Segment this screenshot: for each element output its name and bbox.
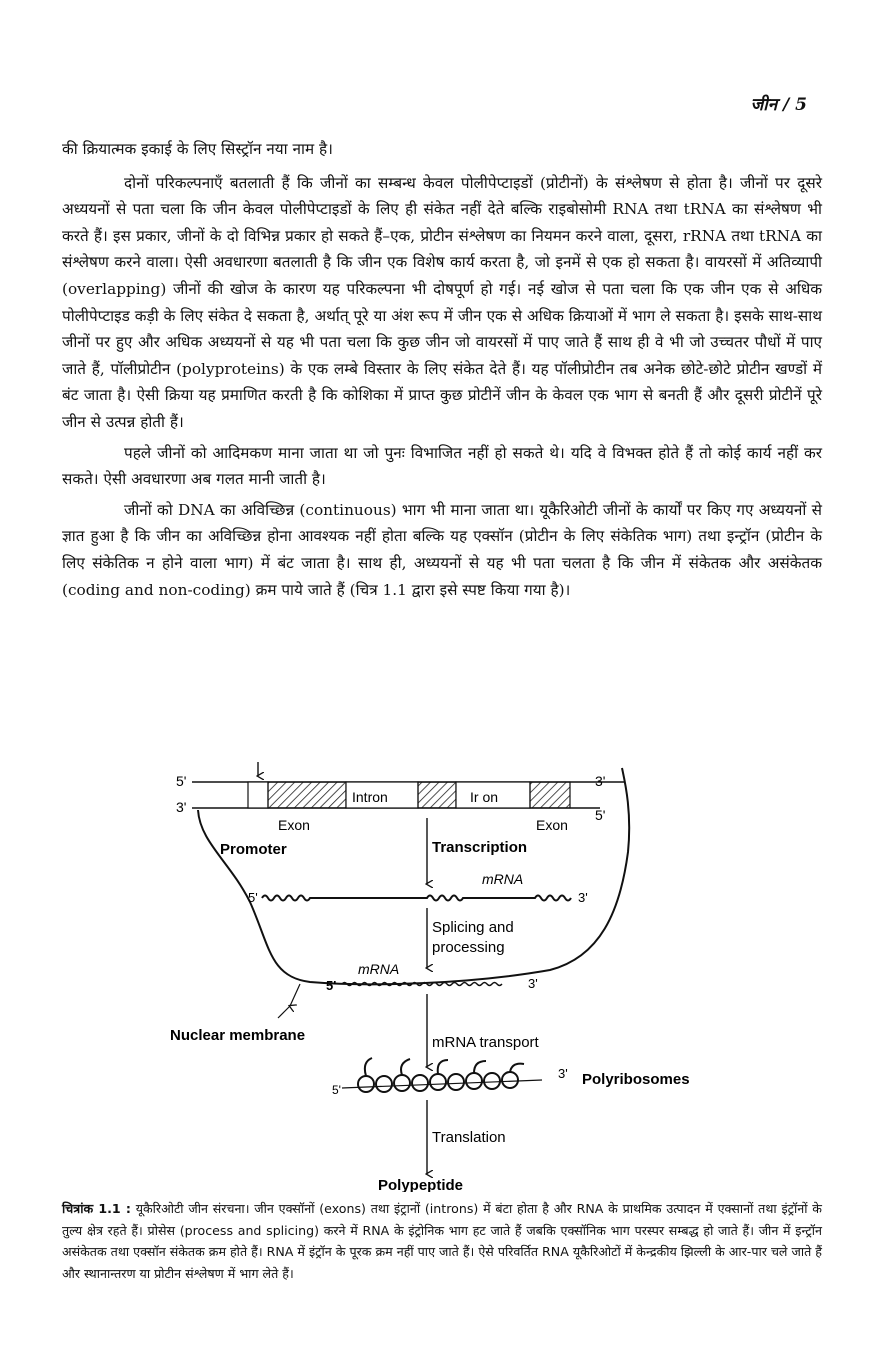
caption-label: चित्रांक 1.1 : — [62, 1201, 131, 1216]
body-text — [62, 136, 822, 603]
running-header: जीन / 5 — [750, 95, 807, 115]
exon-block — [530, 782, 570, 808]
transcription-label: Transcription — [432, 839, 528, 856]
exon-label: Exon — [536, 817, 568, 833]
mrna-label: mRNA — [482, 871, 524, 887]
gene-structure-figure — [170, 762, 730, 1192]
intron-label: Ir on — [470, 789, 499, 805]
splicing-label: Splicing and — [432, 919, 514, 936]
strand-end-label: 3' — [558, 1066, 568, 1081]
strand-end-label: 5' — [248, 890, 258, 905]
polyribosomes-label: Polyribosomes — [582, 1071, 690, 1088]
primary-transcript — [262, 896, 571, 901]
exon-label: Exon — [278, 817, 310, 833]
strand-end-label: 3' — [528, 976, 538, 991]
intron-label: Intron — [352, 789, 388, 805]
exon-block — [268, 782, 346, 808]
figure-caption — [62, 1198, 822, 1284]
strand-end-label: 3' — [578, 890, 588, 905]
promoter-label: Promoter — [220, 841, 287, 858]
polypeptide-label: Polypeptide — [378, 1177, 464, 1192]
caption-text: यूकैरिओटी जीन संरचना। जीन एक्सॉनों (exons) तथा इंट्रानों (introns) में बंटा होता है और RNA के प्राथमिक उत्पादन में एक्सानों तथा इंट्रॉनों के तुल्य क्षेत्र रहते हैं। प्रोसेस (process and splicing) करने में RNA के इंट्रोनिक भाग हट जाते हैं जबकि एक्सॉनिक भाग परस्पर सम्बद्ध हो जाते हैं। जीन में इन्ट्रॉन असंकेतक तथा एक्सॉन संकेतक क्रम होते हैं। RNA में इंट्रॉन के पूरक क्रम नहीं पाए जाते हैं। ऐसे परिवर्तित RNA यूकैरिओटों में केन्द्रकीय झिल्ली के आर-पार चले जाते हैं और स्थानान्तरण या प्रोटीन संश्लेषण में भाग लेते हैं। — [62, 1201, 822, 1281]
strand-end-label: 5' — [176, 773, 187, 789]
processing-label: processing — [432, 939, 505, 956]
mrna-transport-label: mRNA transport — [432, 1034, 539, 1051]
paragraph: की क्रियात्मक इकाई के लिए सिस्ट्रॉन नया नाम है। — [62, 140, 333, 158]
mrna-label: mRNA — [358, 961, 400, 977]
strand-end-label: 5' — [595, 807, 606, 823]
strand-end-label: 5' — [332, 1083, 341, 1097]
exon-block — [418, 782, 456, 808]
strand-end-label: 5' — [326, 978, 337, 993]
paragraph: दोनों परिकल्पनाएँ बतलाती हैं कि जीनों का सम्बन्ध केवल पोलीपेप्टाइडों (प्रोटीनों) के संश्लेषण से होता है। जीनों पर दूसरे अध्ययनों से पता चला कि जीन केवल पोलीपेप्टाइडों के लिए ही संकेत नहीं देते बल्कि राइबोसोमी RNA तथा tRNA का संश्लेषण भी करते हैं। इस प्रकार, जीनों के दो विभिन्न प्रकार हो सकते हैं–एक, प्रोटीन संश्लेषण का नियमन करने वाला, दूसरा, rRNA तथा tRNA का संश्लेषण करने वाला। ऐसी अवधारणा बतलाती है कि जीन एक विशेष कार्य करता है, जो इनमें से एक हो सकता है। वायरसों में अतिव्यापी (overlapping) जीनों की खोज के कारण यह परिकल्पना भी दोषपूर्ण हो गई। नई खोज से पता चला कि एक जीन एक से अधिक पोलीपेप्टाइड कड़ी के लिए संकेत दे सकता है, अर्थात् पूरे या अंश रूप में जीन एक से अधिक क्रियाओं में भाग ले सकता है। इसके साथ-साथ जीनों पर हुए और अधिक अध्ययनों से यह भी पता चला कि कुछ जीन जो वायरसों में पाए जाते हैं साथ ही वे भी जो उच्चतर पौधों में पाए जाते हैं, पॉलीप्रोटीन (polyproteins) के एक लम्बे विस्तार के लिए संकेत देते हैं। यह पॉलीप्रोटीन तब अनेक छोटे-छोटे प्रोटीन खण्डों में बंट जाता है। ऐसी क्रिया यह प्रमाणित करती है कि कोशिका में प्राप्त कुछ प्रोटीनें जीन के केवल एक भाग से बनती हैं और दूसरी प्रोटीनें पूरे जीन से उत्पन्न होती हैं। — [62, 173, 823, 431]
translation-label: Translation — [432, 1129, 506, 1146]
nuclear-membrane-label: Nuclear membrane — [170, 1027, 306, 1044]
paragraph: जीनों को DNA का अविच्छिन्न (continuous) भाग भी माना जाता था। यूकैरिओटी जीनों के कार्यों पर किए गए अध्ययनों से ज्ञात हुआ है कि जीन का अविच्छिन्न होना आवश्यक नहीं होता बल्कि यह एक्सॉन (प्रोटीन के लिए संकेतिक भाग) तथा इन्ट्रॉन (प्रोटीन के लिए संकेतिक न होने वाला भाग) में बंट जाता है। साथ ही, अध्ययनों से यह भी पता चलता है कि जीन में संकेतक और असंकेतक (coding and non-coding) क्रम पाये जाते हैं (चित्र 1.1 द्वारा इसे स्पष्ट किया गया है)। — [62, 500, 822, 599]
strand-end-label: 3' — [595, 773, 606, 789]
promoter-box — [248, 782, 268, 808]
strand-end-label: 3' — [176, 799, 187, 815]
paragraph: पहले जीनों को आदिमकण माना जाता था जो पुनः विभाजित नहीं हो सकते थे। यदि वे विभक्त होते हैं तो कोई कार्य नहीं कर सकते। ऐसी अवधारणा अब गलत मानी जाती है। — [62, 443, 822, 489]
